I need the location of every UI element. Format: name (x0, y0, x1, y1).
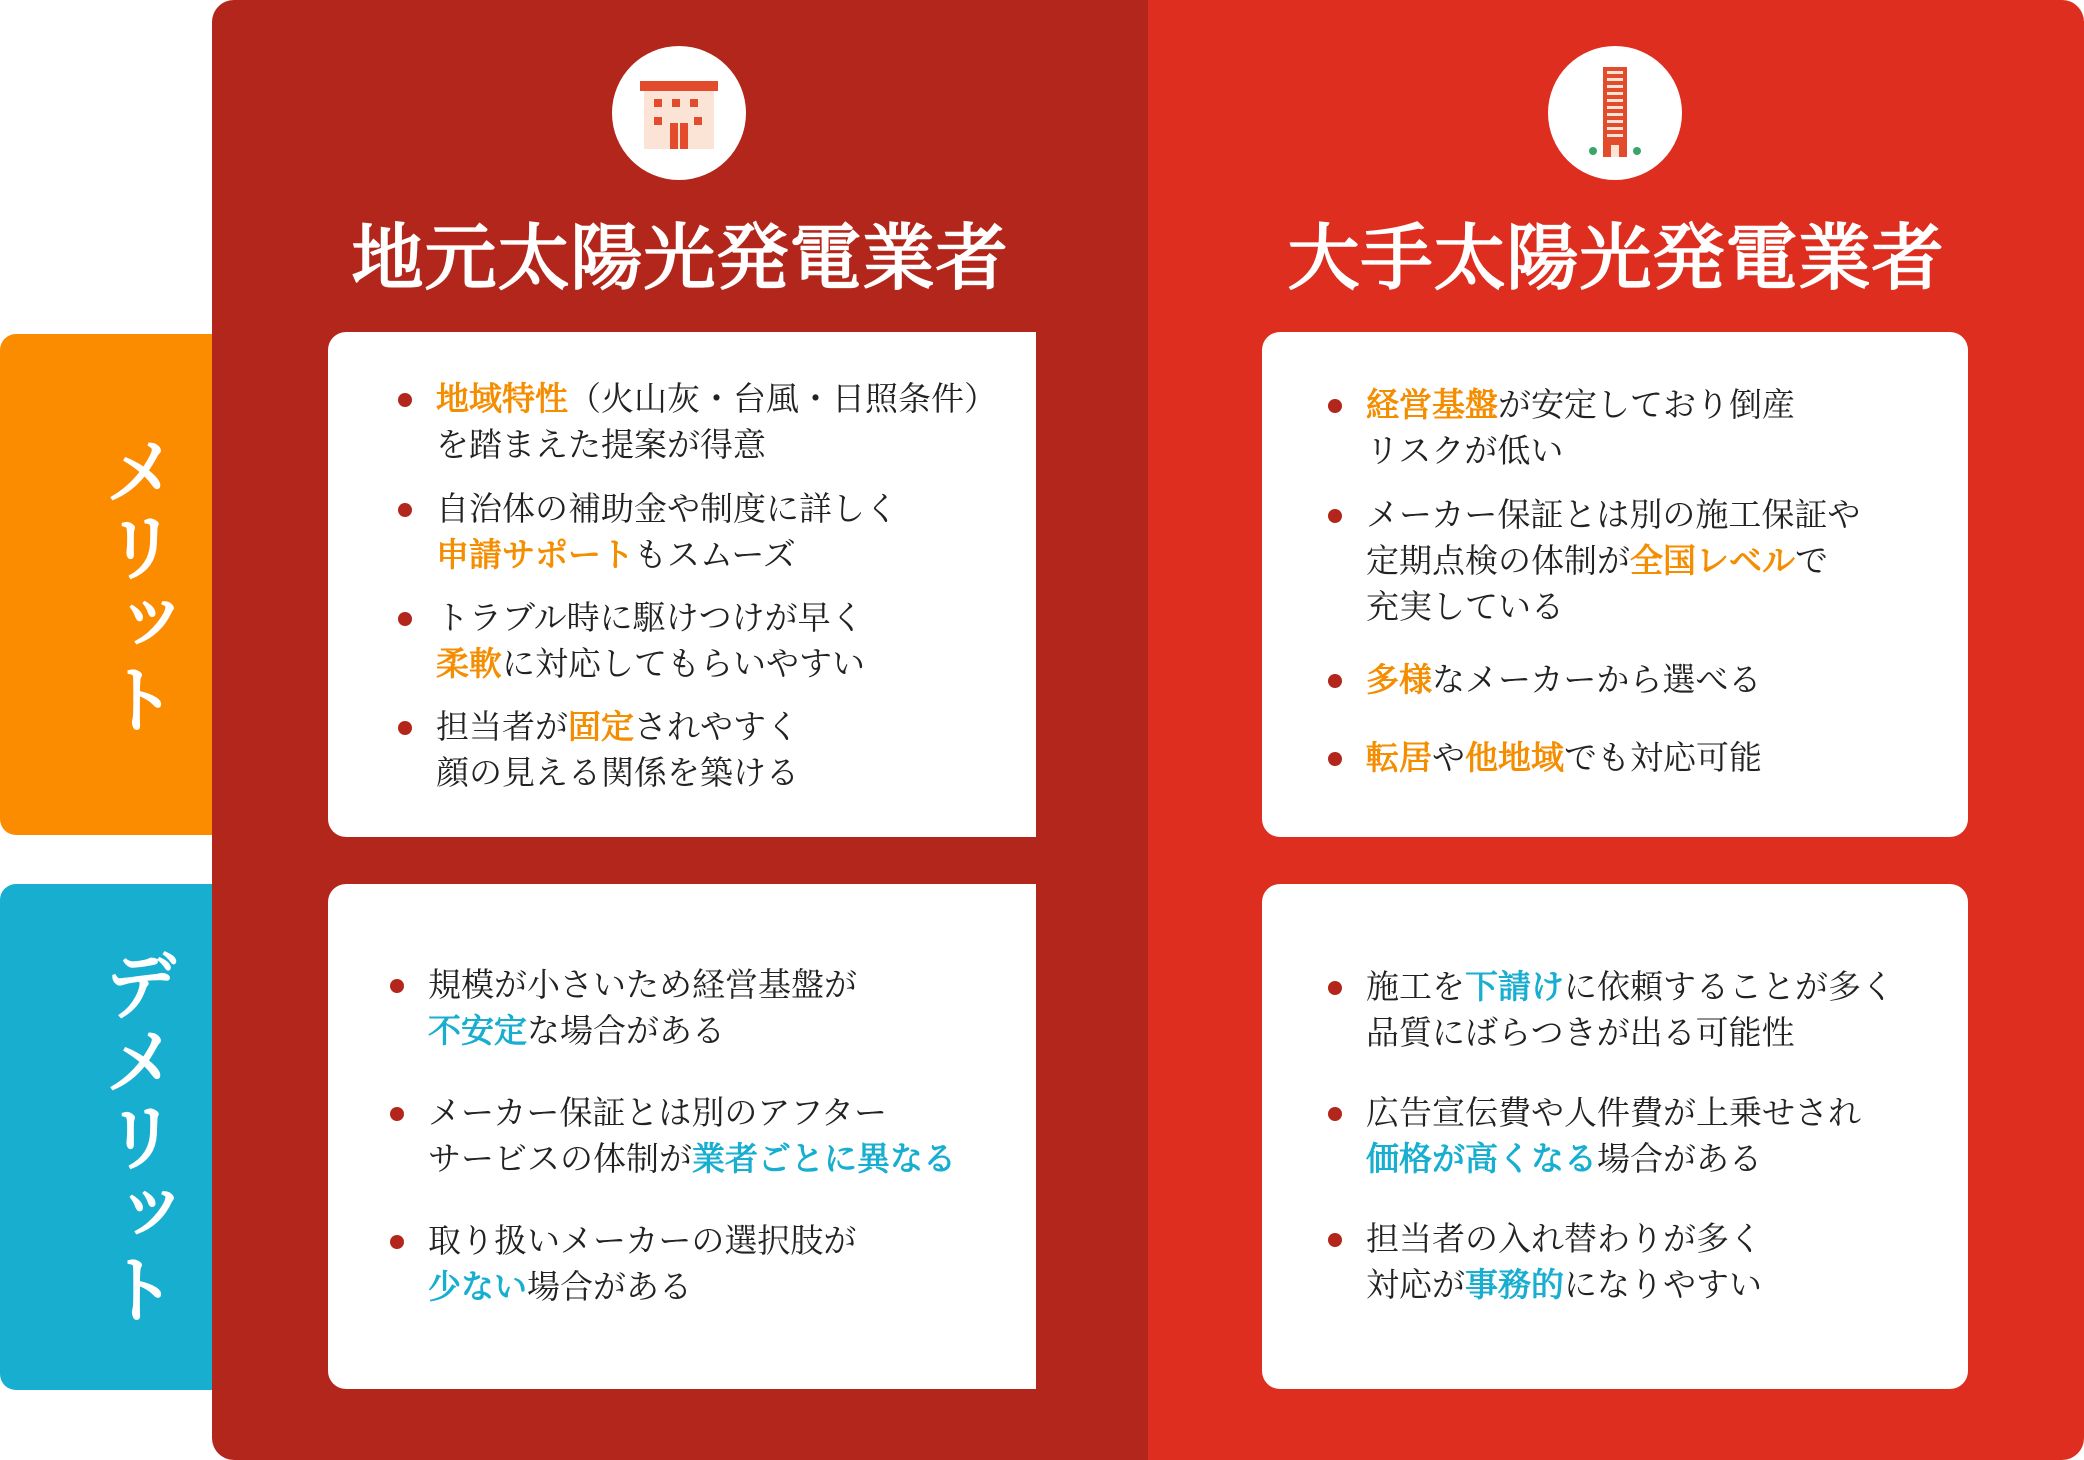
high-rise-building-icon (1548, 46, 1682, 180)
list-item: 転居や他地域でも対応可能 (1366, 735, 1948, 781)
list-item: 経営基盤が安定しており倒産 リスクが低い (1366, 382, 1948, 474)
list-item: 取り扱いメーカーの選択肢が 少ない場合がある (428, 1218, 1016, 1310)
list-item: 担当者の入れ替わりが多く 対応が事務的になりやすい (1366, 1216, 1948, 1308)
local-provider-title: 地元太陽光発電業者 (351, 216, 1009, 300)
merit-label-text: メリット (92, 432, 178, 737)
major-provider-title: 大手太陽光発電業者 (1287, 216, 1945, 300)
list-item: 規模が小さいため経営基盤が 不安定な場合がある (428, 962, 1016, 1054)
list-item: 自治体の補助金や制度に詳しく 申請サポートもスムーズ (436, 486, 1016, 578)
local-demerits-card (328, 884, 1036, 1389)
list-item: 地域特性（火山灰・台風・日照条件） を踏まえた提案が得意 (436, 376, 1016, 468)
list-item: 広告宣伝費や人件費が上乗せされ 価格が高くなる場合がある (1366, 1090, 1948, 1182)
list-item: 多様なメーカーから選べる (1366, 657, 1948, 703)
major-demerits-card (1262, 884, 1968, 1389)
list-item: 担当者が固定されやすく 顔の見える関係を築ける (436, 704, 1016, 796)
local-provider-panel (212, 0, 1148, 1460)
local-merits-card (328, 332, 1036, 837)
list-item: 施工を下請けに依頼することが多く 品質にばらつきが出る可能性 (1366, 964, 1948, 1056)
low-rise-building-icon (612, 46, 746, 180)
major-merits-card (1262, 332, 1968, 837)
list-item: メーカー保証とは別のアフター サービスの体制が業者ごとに異なる (428, 1090, 1016, 1182)
list-item: メーカー保証とは別の施工保証や 定期点検の体制が全国レベルで 充実している (1366, 492, 1948, 630)
major-provider-panel (1148, 0, 2084, 1460)
demerit-label-text: デメリット (92, 947, 178, 1327)
list-item: トラブル時に駆けつけが早く 柔軟に対応してもらいやすい (436, 595, 1016, 687)
